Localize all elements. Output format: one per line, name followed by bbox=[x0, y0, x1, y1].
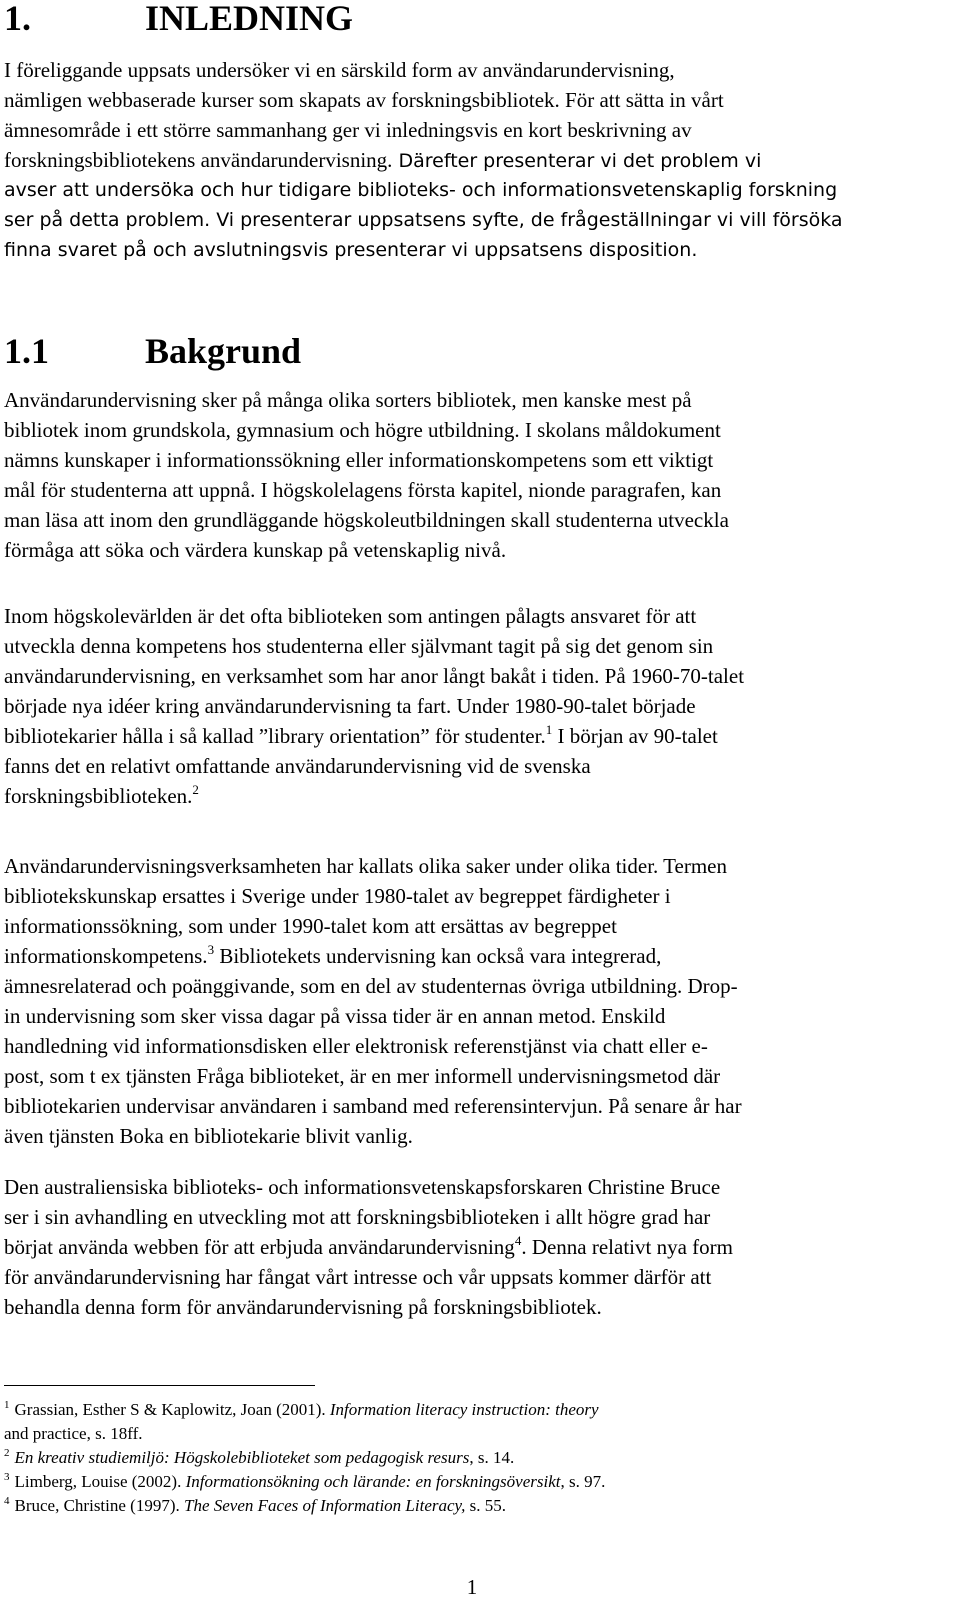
text-line: Användarundervisning sker på många olika sorters bibliotek, men kanske mest på bbox=[4, 388, 692, 412]
footnote-author: Bruce, Christine (1997). bbox=[14, 1496, 184, 1515]
text-line: användarundervisning, en verksamhet som har anor långt bakåt i tiden. På 1960-70-talet bbox=[4, 664, 745, 688]
intro-paragraph-part1 bbox=[4, 55, 761, 175]
text-line: Den australiensiska biblioteks- och informationsvetenskapsforskaren Christine Bruce bbox=[4, 1175, 721, 1199]
text-segment: Bibliotekets undervisning kan också vara integrerad, bbox=[214, 944, 662, 968]
text-segment: . Denna relativt nya form bbox=[521, 1235, 733, 1259]
text-line: för användarundervisning har fångat vårt intresse och vår uppsats kommer därför att bbox=[4, 1265, 712, 1289]
text-line: fanns det en relativt omfattande användarundervisning vid de svenska bbox=[4, 754, 591, 778]
bakgrund-paragraph-4 bbox=[4, 1172, 733, 1322]
footnote-pages: , s. 97. bbox=[560, 1472, 606, 1491]
footnote-title: The Seven Faces of Information Literacy, bbox=[184, 1496, 466, 1515]
footnote-2 bbox=[4, 1446, 605, 1470]
text-line bbox=[4, 781, 744, 811]
footnote-title: Informationsökning och lärande: en forskningsöversikt bbox=[185, 1472, 561, 1491]
text-line: nämligen webbaserade kurser som skapats av forskningsbibliotek. För att sätta in vårt bbox=[4, 88, 724, 112]
text-line: bibliotek inom grundskola, gymnasium och högre utbildning. I skolans måldokument bbox=[4, 418, 721, 442]
text-line: handledning vid informationsdisken eller elektronisk referenstjänst via chatt eller e- bbox=[4, 1034, 708, 1058]
text-line bbox=[4, 721, 744, 751]
footnote-separator bbox=[4, 1385, 315, 1386]
text-line: Inom högskolevärlden är det ofta biblioteken som antingen pålagts ansvaret för att bbox=[4, 604, 697, 628]
footnote-number: 2 bbox=[4, 1447, 10, 1459]
bakgrund-paragraph-1 bbox=[4, 385, 729, 565]
text-line: nämns kunskaper i informationssökning eller informationskompetens som ett viktigt bbox=[4, 448, 714, 472]
text-segment: informationskompetens. bbox=[4, 944, 208, 968]
text-segment: I början av 90-talet bbox=[552, 724, 718, 748]
footnote-reference[interactable]: 1 bbox=[545, 722, 553, 737]
footnote-title: Information literacy instruction: theory bbox=[329, 1400, 599, 1419]
text-line: förmåga att söka och värdera kunskap på vetenskaplig nivå. bbox=[4, 538, 507, 562]
footnote-4 bbox=[4, 1494, 605, 1518]
text-line: ser på detta problem. Vi presenterar uppsatsens syfte, de frågeställningar vi vill försöka bbox=[4, 209, 843, 231]
footnote-author: Grassian, Esther S & Kaplowitz, Joan (2001). bbox=[14, 1400, 330, 1419]
text-line: ser i sin avhandling en utveckling mot att forskningsbiblioteken i allt högre grad har bbox=[4, 1205, 711, 1229]
text-line bbox=[4, 941, 742, 971]
bakgrund-paragraph-3 bbox=[4, 851, 742, 1151]
footnote-reference[interactable]: 2 bbox=[192, 782, 199, 797]
text-line: post, som t ex tjänsten Fråga biblioteket, är en mer informell undervisningsmetod där bbox=[4, 1064, 721, 1088]
text-line: avser att undersöka och hur tidigare biblioteks- och informationsvetenskaplig forskning bbox=[4, 179, 838, 201]
footnote-1-cont bbox=[4, 1422, 605, 1446]
bakgrund-paragraph-2 bbox=[4, 601, 744, 811]
footnote-pages: , s. 14. bbox=[469, 1448, 515, 1467]
text-line: behandla denna form för användarundervisning på forskningsbibliotek. bbox=[4, 1295, 602, 1319]
intro-paragraph-part2 bbox=[4, 175, 843, 265]
footnote-title-cont: and practice bbox=[4, 1424, 87, 1443]
text-line: ämnesområde i ett större sammanhang ger vi inledningsvis en kort beskrivning av bbox=[4, 118, 692, 142]
text-line: började nya idéer kring användarundervisning ta fart. Under 1980-90-talet började bbox=[4, 694, 696, 718]
text-line: Användarundervisningsverksamheten har kallats olika saker under olika tider. Termen bbox=[4, 854, 728, 878]
section-title: INLEDNING bbox=[145, 0, 354, 38]
text-line: I föreliggande uppsats undersöker vi en särskild form av användarundervisning, bbox=[4, 58, 675, 82]
text-line: man läsa att inom den grundläggande högskoleutbildningen skall studenterna utveckla bbox=[4, 508, 729, 532]
text-line: in undervisning som sker vissa dagar på vissa tider är en annan metod. Enskild bbox=[4, 1004, 666, 1028]
footnote-reference[interactable]: 4 bbox=[514, 1233, 522, 1248]
footnote-number: 3 bbox=[4, 1471, 10, 1483]
section-number: 1. bbox=[4, 0, 31, 38]
text-line bbox=[4, 145, 761, 175]
section-heading-bakgrund bbox=[4, 333, 301, 369]
section-number: 1.1 bbox=[4, 331, 49, 371]
footnote-3 bbox=[4, 1470, 605, 1494]
footnotes bbox=[4, 1398, 605, 1518]
text-line: finna svaret på och avslutningsvis presenterar vi uppsatsens disposition. bbox=[4, 239, 698, 261]
footnote-pages: , s. 18ff. bbox=[86, 1424, 143, 1443]
text-segment: börjat använda webben för att erbjuda användarundervisning bbox=[4, 1235, 515, 1259]
text-line: utveckla denna kompetens hos studenterna eller självmant tagit på sig det genom sin bbox=[4, 634, 714, 658]
text-segment: bibliotekarier hålla i så kallad ”library orientation” för studenter. bbox=[4, 724, 546, 748]
text-line: ämnesrelaterad och poänggivande, som en del av studenternas övriga utbildning. Drop- bbox=[4, 974, 738, 998]
footnote-pages: s. 55. bbox=[465, 1496, 507, 1515]
text-line bbox=[4, 1232, 733, 1262]
footnote-author: Limberg, Louise (2002). bbox=[14, 1472, 186, 1491]
footnote-number: 4 bbox=[4, 1495, 10, 1507]
footnote-reference[interactable]: 3 bbox=[207, 942, 215, 957]
section-title: Bakgrund bbox=[145, 331, 302, 371]
text-line: mål för studenterna att uppnå. I högskolelagens första kapitel, nionde paragrafen, kan bbox=[4, 478, 722, 502]
text-line: bibliotekskunskap ersattes i Sverige under 1980-talet av begreppet färdigheter i bbox=[4, 884, 671, 908]
footnote-title: En kreativ studiemiljö: Högskolebiblioteket som pedagogisk resurs bbox=[14, 1448, 470, 1467]
text-segment: Därefter presenterar vi det problem vi bbox=[392, 150, 762, 172]
text-line: informationssökning, som under 1990-talet kom att ersättas av begreppet bbox=[4, 914, 617, 938]
footnote-number: 1 bbox=[4, 1399, 10, 1411]
section-heading-inledning bbox=[4, 0, 353, 36]
text-segment: forskningsbibliotekens användarundervisning. bbox=[4, 148, 393, 172]
text-segment: forskningsbiblioteken. bbox=[4, 784, 193, 808]
page-number: 1 bbox=[466, 1575, 478, 1599]
footnote-1 bbox=[4, 1398, 605, 1422]
text-line: även tjänsten Boka en bibliotekarie blivit vanlig. bbox=[4, 1124, 413, 1148]
text-line: bibliotekarien undervisar användaren i samband med referensintervjun. På senare år har bbox=[4, 1094, 742, 1118]
